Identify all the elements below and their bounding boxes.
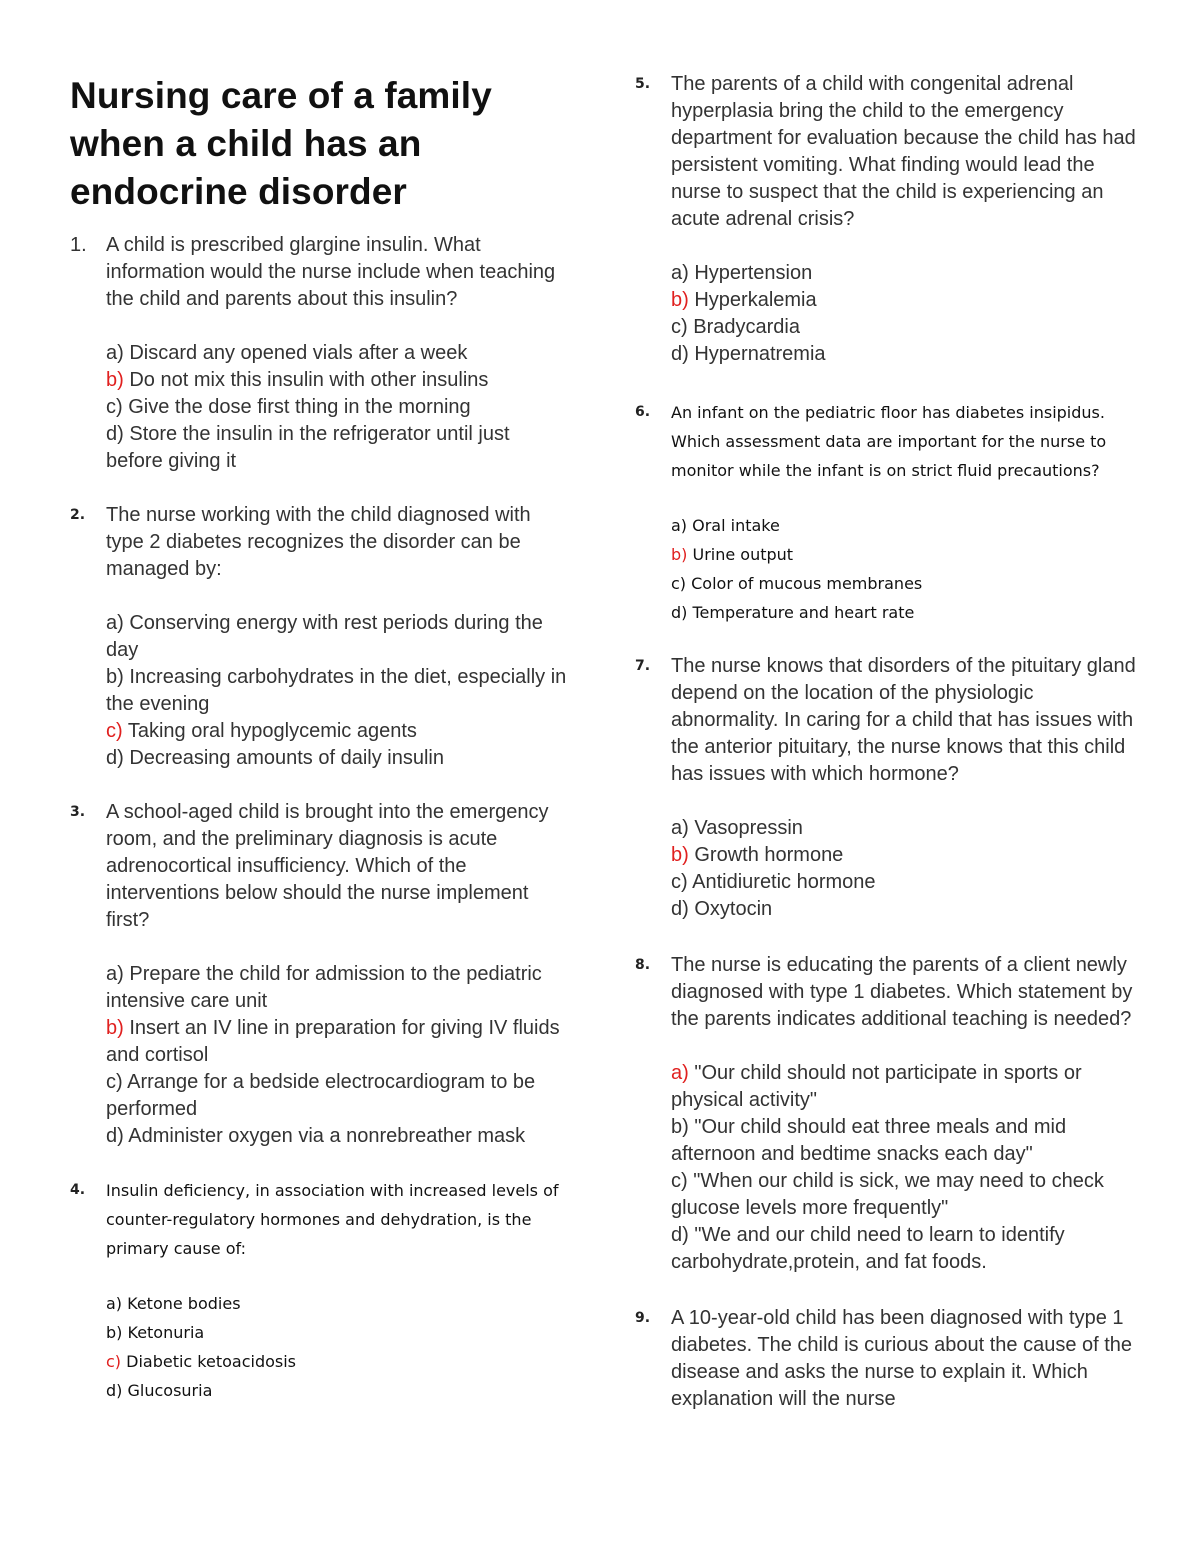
correct-answer-marker: b) — [671, 289, 689, 311]
option-c: c) Antidiuretic hormone — [671, 871, 876, 893]
question-number: 5. — [635, 76, 651, 92]
question-number: 2. — [70, 507, 86, 523]
correct-answer-marker: b) — [671, 844, 689, 866]
option-a: a) Ketone bodies — [106, 1294, 241, 1313]
question-text: A school-aged child is brought into the emergency room, and the preliminary diagnosis is acute adrenocortical insufficiency. Which of the interventions below should the nurse implement first? — [106, 801, 549, 931]
option-b: b) Growth hormone — [671, 844, 844, 866]
option-b: b) "Our child should eat three meals and mid afternoon and bedtime snacks each day" — [671, 1116, 1067, 1165]
option-d: d) Temperature and heart rate — [671, 603, 915, 622]
question-3 — [70, 799, 570, 1150]
question-7 — [635, 653, 1140, 923]
option-c: c) Taking oral hypoglycemic agents — [106, 720, 417, 742]
option-d: d) Store the insulin in the refrigerator until just before giving it — [106, 423, 510, 472]
question-text: The parents of a child with congenital adrenal hyperplasia bring the child to the emergency department for evaluation because the child has had persistent vomiting. What finding would lead the nurse to suspect that the child is experiencing an acute adrenal crisis? — [671, 73, 1136, 230]
right-column — [635, 71, 1140, 1413]
correct-answer-marker: b) — [106, 369, 124, 391]
question-number: 8. — [635, 957, 651, 973]
question-text: The nurse working with the child diagnosed with type 2 diabetes recognizes the disorder can be managed by: — [106, 504, 531, 580]
question-text: The nurse is educating the parents of a client newly diagnosed with type 1 diabetes. Which statement by the parents indicates additional teaching is needed? — [671, 954, 1133, 1030]
question-5 — [635, 71, 1140, 368]
answer-options — [106, 1289, 570, 1405]
option-d: d) Decreasing amounts of daily insulin — [106, 747, 444, 769]
question-number: 6. — [635, 404, 651, 420]
option-a: a) Conserving energy with rest periods during the day — [106, 612, 543, 661]
option-b: b) Insert an IV line in preparation for giving IV fluids and cortisol — [106, 1017, 560, 1066]
option-c: c) Diabetic ketoacidosis — [106, 1352, 297, 1371]
option-b: b) Hyperkalemia — [671, 289, 817, 311]
option-c: c) Bradycardia — [671, 316, 800, 338]
option-a: a) Prepare the child for admission to the pediatric intensive care unit — [106, 963, 542, 1012]
question-4 — [70, 1176, 570, 1405]
answer-options — [671, 815, 1140, 923]
option-b: b) Ketonuria — [106, 1323, 205, 1342]
answer-options — [106, 340, 570, 475]
option-b: b) Do not mix this insulin with other insulins — [106, 369, 489, 391]
correct-answer-marker: b) — [671, 545, 688, 564]
option-c: c) Give the dose first thing in the morning — [106, 396, 471, 418]
correct-answer-marker: a) — [671, 1062, 689, 1084]
option-a: a) Oral intake — [671, 516, 780, 535]
question-2 — [70, 502, 570, 772]
question-text: Insulin deficiency, in association with increased levels of counter-regulatory hormones and dehydration, is the primary cause of: — [106, 1181, 559, 1258]
option-c: c) Color of mucous membranes — [671, 574, 923, 593]
option-c: c) Arrange for a bedside electrocardiogram to be performed — [106, 1071, 536, 1120]
page-title: Nursing care of a family when a child has an endocrine disorder — [70, 75, 492, 212]
correct-answer-marker: c) — [106, 1352, 122, 1371]
option-d: d) "We and our child need to learn to identify carbohydrate,protein, and fat foods. — [671, 1224, 1065, 1273]
answer-options — [671, 260, 1140, 368]
option-a: a) Discard any opened vials after a week — [106, 342, 468, 364]
correct-answer-marker: b) — [106, 1017, 124, 1039]
answer-options — [671, 1060, 1140, 1276]
option-c: c) "When our child is sick, we may need to check glucose levels more frequently" — [671, 1170, 1104, 1219]
correct-answer-marker: c) — [106, 720, 123, 742]
question-number: 1. — [70, 234, 87, 256]
option-a: a) "Our child should not participate in sports or physical activity" — [671, 1062, 1082, 1111]
answer-options — [106, 961, 570, 1150]
question-6 — [635, 398, 1140, 627]
question-text: A 10-year-old child has been diagnosed with type 1 diabetes. The child is curious about the cause of the disease and asks the nurse to explain it. Which explanation will the nurse — [671, 1307, 1133, 1410]
question-text: The nurse knows that disorders of the pituitary gland depend on the location of the physiologic abnormality. In caring for a child that has issues with the anterior pituitary, the nurse knows that this child has issues with which hormone? — [671, 655, 1136, 785]
question-9 — [635, 1305, 1140, 1413]
question-number: 7. — [635, 658, 651, 674]
option-b: b) Increasing carbohydrates in the diet, especially in the evening — [106, 666, 567, 715]
answer-options — [106, 610, 570, 772]
left-column — [70, 232, 570, 1405]
option-a: a) Vasopressin — [671, 817, 803, 839]
option-d: d) Hypernatremia — [671, 343, 826, 365]
option-b: b) Urine output — [671, 545, 794, 564]
option-a: a) Hypertension — [671, 262, 813, 284]
question-text: An infant on the pediatric floor has diabetes insipidus. Which assessment data are important for the nurse to monitor while the infant is on strict fluid precautions? — [671, 403, 1107, 480]
question-number: 4. — [70, 1182, 86, 1198]
question-1 — [70, 232, 570, 475]
answer-options — [671, 511, 1140, 627]
question-number: 3. — [70, 804, 86, 820]
option-d: d) Oxytocin — [671, 898, 773, 920]
question-8 — [635, 952, 1140, 1276]
question-number: 9. — [635, 1310, 651, 1326]
question-text: A child is prescribed glargine insulin. What information would the nurse include when teaching the child and parents about this insulin? — [106, 234, 556, 310]
option-d: d) Glucosuria — [106, 1381, 213, 1400]
option-d: d) Administer oxygen via a nonrebreather mask — [106, 1125, 526, 1147]
